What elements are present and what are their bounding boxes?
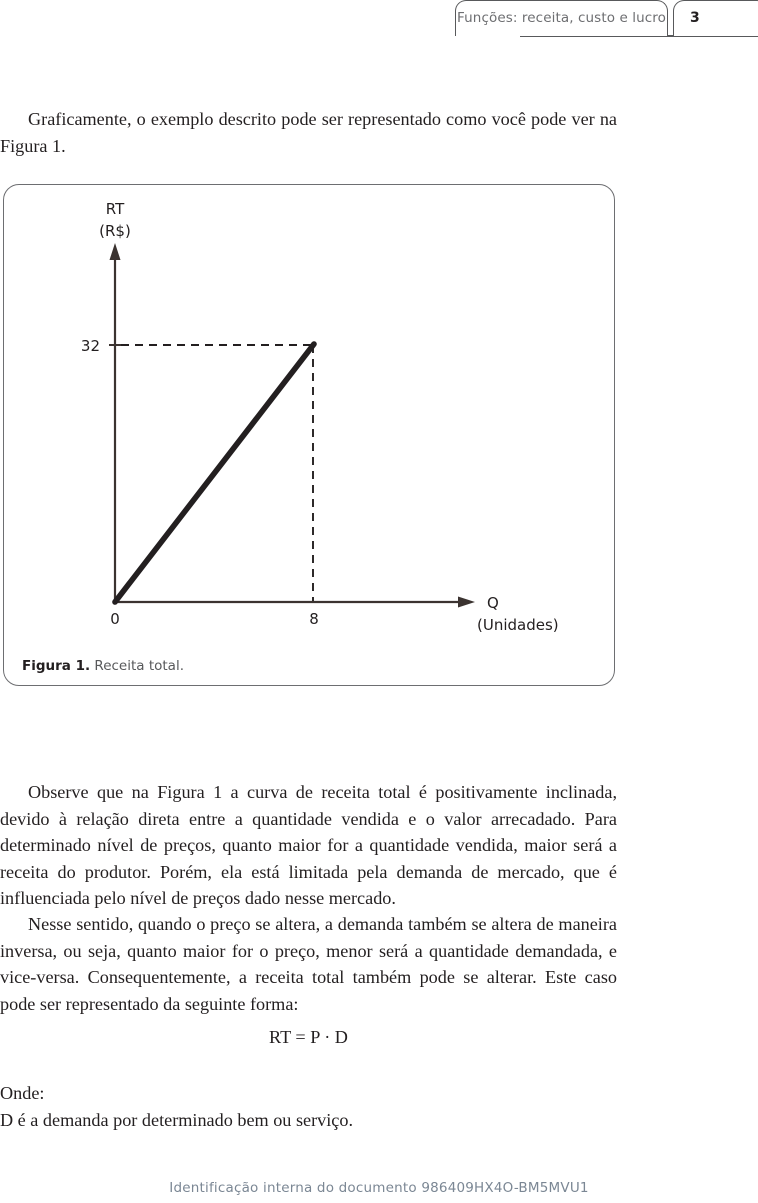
page-number: 3 xyxy=(690,9,700,26)
header-page-number-tab xyxy=(673,0,758,36)
y-axis-arrowhead xyxy=(110,243,121,260)
y-axis-unit-label: (R$) xyxy=(99,222,131,240)
revenue-chart xyxy=(0,184,615,654)
intro-paragraph xyxy=(0,106,617,159)
footer-watermark: Identificação interna do documento 986409HX4O-BM5MVU1 xyxy=(169,1180,589,1196)
x-axis-label: Q xyxy=(487,594,499,612)
figure-caption-text: Receita total. xyxy=(94,658,184,674)
figure-caption xyxy=(22,658,184,674)
x-tick-label-0: 0 xyxy=(110,610,120,628)
intro-paragraph-text: Graficamente, o exemplo descrito pode ser representado como você pode ver na Figura 1. xyxy=(0,109,617,156)
x-axis-arrowhead xyxy=(458,597,475,608)
onde-label: Onde: xyxy=(0,1083,45,1103)
y-tick-label-32: 32 xyxy=(80,337,100,355)
header-title-tab xyxy=(455,0,668,36)
paragraph-1-text: Observe que na Figura 1 a curva de receita total é positivamente inclinada, devido à relação direta entre a quantidade vendida e o valor arrecadado. Para determinado nível de preços, quanto maior for a quantidade vendida, maior será a receita do produtor. Porém, ela está limitada pela demanda de mercado, que é influenciada pelo nível de preços dado nesse mercado. xyxy=(0,782,617,909)
header-title-text: Funções: receita, custo e lucro xyxy=(457,9,666,26)
revenue-total-line xyxy=(115,344,314,602)
formula-text: RT = P · D xyxy=(269,1027,348,1047)
y-axis-label: RT xyxy=(105,200,125,218)
page-header xyxy=(0,0,758,42)
x-tick-label-8: 8 xyxy=(309,610,319,628)
paragraph-2 xyxy=(0,911,617,1017)
paragraph-1 xyxy=(0,779,617,912)
figure-caption-label: Figura 1. xyxy=(22,658,91,674)
formula-display xyxy=(0,1027,617,1048)
onde-definition: D é a demanda por determinado bem ou serviço. xyxy=(0,1109,354,1130)
definition-block xyxy=(0,1080,617,1133)
x-axis-unit-label: (Unidades) xyxy=(477,616,559,634)
paragraph-2-text: Nesse sentido, quando o preço se altera, a demanda também se altera de maneira inversa, ou seja, quanto maior for o preço, menor será a quantidade demandada, e vice-versa. Consequentemente, a receita total também pode se alterar. Este caso pode ser representado da seguinte forma: xyxy=(0,914,617,1014)
